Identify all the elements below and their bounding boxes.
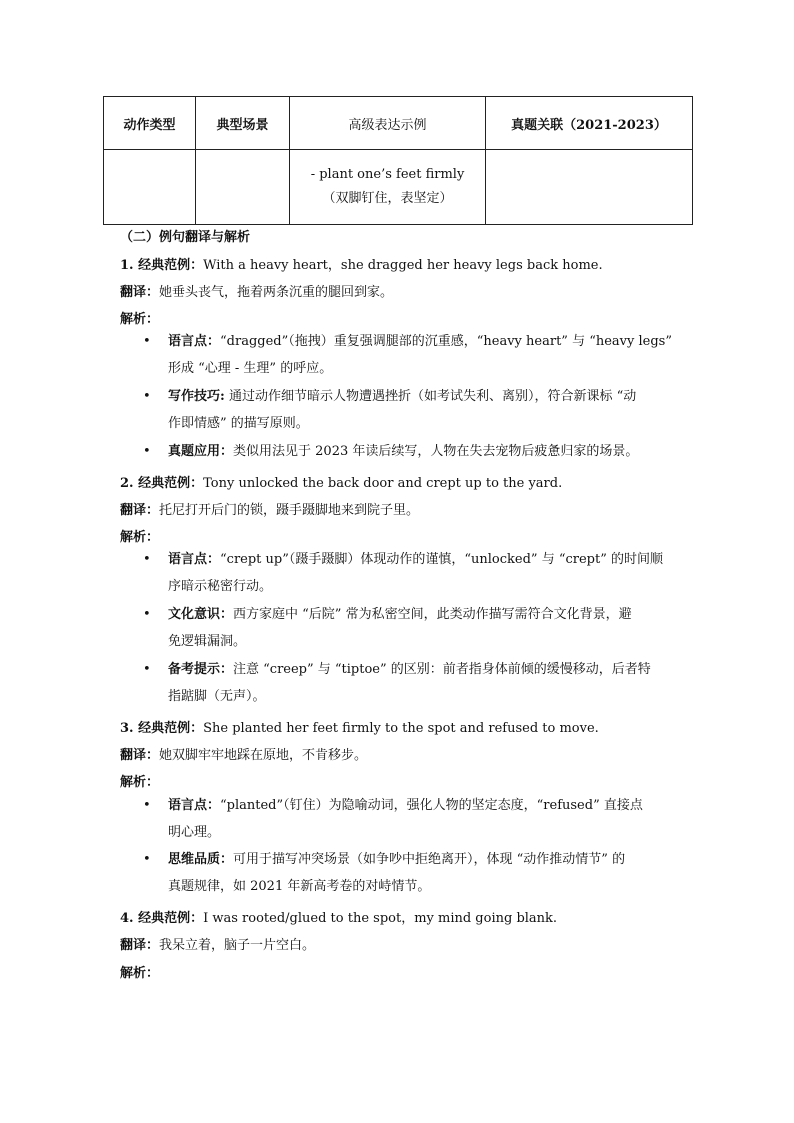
bullet-label: 语言点： <box>168 798 221 813</box>
cell-action-type <box>104 150 196 225</box>
example-text: I was rooted/glued to the spot，my mind going blank. <box>203 911 558 926</box>
bullet-text-line1: “dragged”（拖拽）重复强调腿部的沉重感，“heavy heart” 与 “heavy legs” <box>220 334 672 349</box>
bullet-text-line1: 通过动作细节暗示人物遭遇挫折（如考试失利、离别），符合新课标 “动 <box>224 389 637 404</box>
translation-label: 翻译： <box>120 503 160 518</box>
analysis-label-3: 解析： <box>120 775 160 790</box>
header-exam-link: 真题关联（2021-2023） <box>486 97 693 150</box>
bullet-text-line2: 形成 “心理 - 生理” 的呼应。 <box>168 361 333 376</box>
cell-typical-scene <box>196 150 290 225</box>
bullet-icon <box>143 438 149 465</box>
bullet-text-line1: “planted”（钉住）为隐喻动词，强化人物的坚定态度，“refused” 直接点 <box>220 798 643 813</box>
cell-exam-link <box>486 150 693 225</box>
cell-advanced-expression <box>290 150 486 225</box>
bullet-text-line1: 可用于描写冲突场景（如争吵中拒绝离开），体现 “动作推动情节” 的 <box>233 852 626 867</box>
example-label: 4. 经典范例： <box>120 911 204 926</box>
header-typical-scene: 典型场景 <box>196 97 290 150</box>
header-advanced-expression: 高级表达示例 <box>290 97 486 150</box>
bullet-text-line2: 作即情感” 的描写原则。 <box>168 416 309 431</box>
expression-table <box>103 96 693 225</box>
translation-1 <box>120 281 393 300</box>
example-3 <box>120 717 599 736</box>
translation-text: 托尼打开后门的锁，蹑手蹑脚地来到院子里。 <box>159 503 420 518</box>
table-row <box>104 150 693 225</box>
section-title: （二）例句翻译与解析 <box>120 230 251 245</box>
analysis-label-2: 解析： <box>120 530 160 545</box>
bullet-text-line2: 明心理。 <box>168 825 221 840</box>
bullet-icon <box>143 792 149 819</box>
bullet-text-line2: 免逻辑漏洞。 <box>168 634 247 649</box>
translation-4 <box>120 934 315 953</box>
example-text: With a heavy heart，she dragged her heavy legs back home. <box>203 258 603 273</box>
bullet-icon <box>143 601 149 628</box>
example-1 <box>120 254 603 273</box>
expression-line-1: - plant one’s feet firmly <box>310 167 465 182</box>
bullet-icon <box>143 846 149 873</box>
translation-label: 翻译： <box>120 285 160 300</box>
translation-text: 她垂头丧气，拖着两条沉重的腿回到家。 <box>159 285 394 300</box>
translation-text: 她双脚牢牢地踩在原地，不肯移步。 <box>159 748 368 763</box>
translation-text: 我呆立着，脑子一片空白。 <box>159 938 316 953</box>
bullet-label: 真题应用： <box>168 444 234 459</box>
bullet-text-line2: 指踮脚（无声）。 <box>168 689 266 704</box>
bullet-label: 备考提示： <box>168 662 234 677</box>
bullet-text-line1: 注意 “creep” 与 “tiptoe” 的区别：前者指身体前倾的缓慢移动，后者特 <box>233 662 651 677</box>
example-label: 3. 经典范例： <box>120 721 204 736</box>
bullet-label: 语言点： <box>168 334 221 349</box>
bullet-label: 写作技巧: <box>168 389 225 404</box>
translation-3 <box>120 744 367 763</box>
translation-2 <box>120 499 419 518</box>
bullet-text-line2: 真题规律，如 2021 年新高考卷的对峙情节。 <box>168 879 431 894</box>
header-action-type: 动作类型 <box>104 97 196 150</box>
bullet-icon <box>143 383 149 410</box>
bullet-text-line1: 类似用法见于 2023 年读后续写，人物在失去宠物后疲惫归家的场景。 <box>233 444 639 459</box>
bullet-icon <box>143 546 149 573</box>
example-text: She planted her feet firmly to the spot and refused to move. <box>203 721 599 736</box>
example-4 <box>120 907 557 926</box>
analysis-label-1: 解析： <box>120 312 160 327</box>
bullet-text-line2: 序暗示秘密行动。 <box>168 579 273 594</box>
bullet-text-line1: 西方家庭中 “后院” 常为私密空间，此类动作描写需符合文化背景，避 <box>233 607 632 622</box>
example-label: 1. 经典范例： <box>120 258 204 273</box>
bullet-icon <box>143 656 149 683</box>
example-text: Tony unlocked the back door and crept up to the yard. <box>203 476 563 491</box>
bullet-label: 思维品质： <box>168 852 234 867</box>
bullet-label: 语言点： <box>168 552 221 567</box>
example-2 <box>120 472 562 491</box>
example-label: 2. 经典范例： <box>120 476 204 491</box>
bullet-icon <box>143 328 149 355</box>
expression-line-2: （双脚钉住，表坚定） <box>322 191 453 206</box>
bullet-label: 文化意识： <box>168 607 234 622</box>
table-header-row <box>104 97 693 150</box>
analysis-label-4: 解析： <box>120 966 160 981</box>
bullet-text-line1: “crept up”（蹑手蹑脚）体现动作的谨慎，“unlocked” 与 “crept” 的时间顺 <box>220 552 663 567</box>
translation-label: 翻译： <box>120 938 160 953</box>
translation-label: 翻译： <box>120 748 160 763</box>
